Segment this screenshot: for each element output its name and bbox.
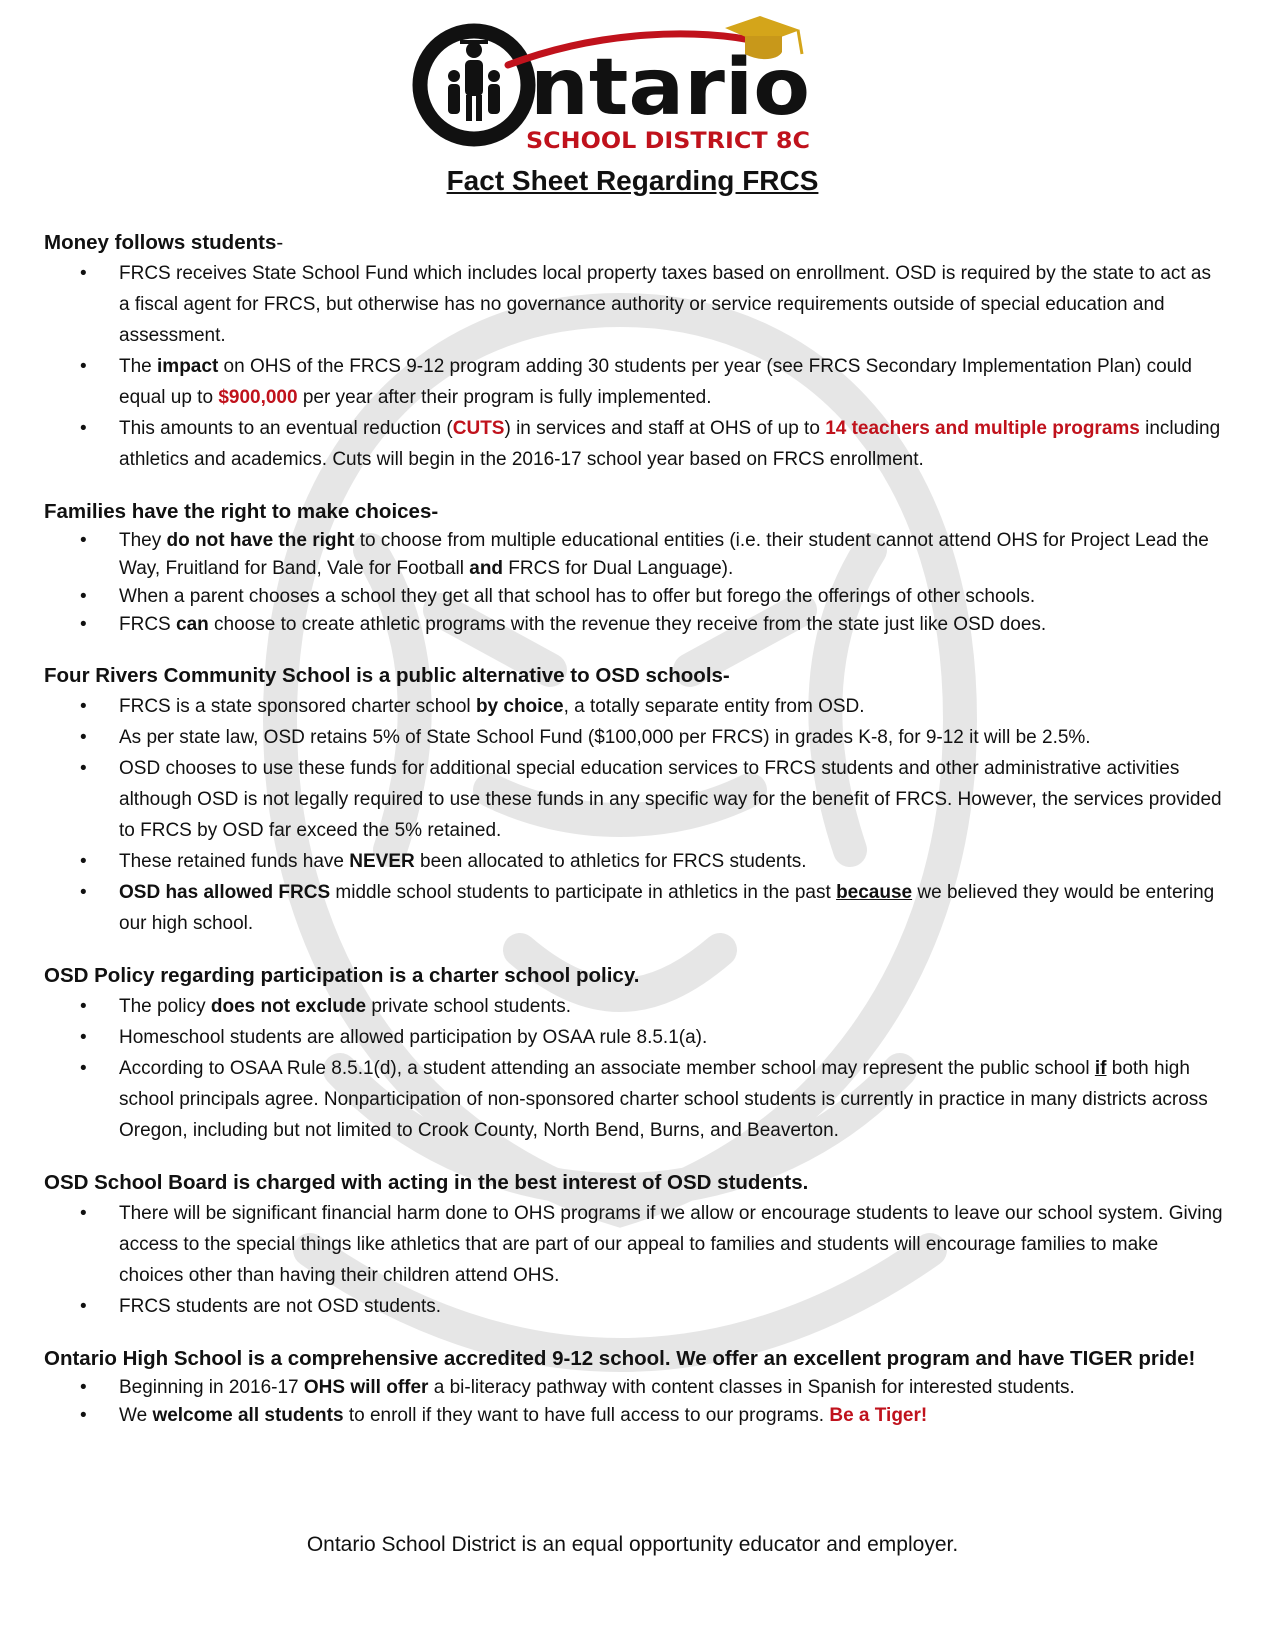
bullet-item: • According to OSAA Rule 8.5.1(d), a student attending an associate member school may represent the public school if both high school principals agree. Nonparticipation of non-sponsored charter school students is currently in practice in many districts across Oregon, including but not limited to Crook County, North Bend, Burns, and Beaverton. [44, 1053, 1224, 1146]
section-heading: OSD School Board is charged with acting in the best interest of OSD students. [44, 1171, 809, 1194]
section-osd-policy [44, 961, 1224, 1146]
bullet-item: • FRCS students are not OSD students. [44, 1291, 1224, 1322]
section-ontario-high-school [44, 1344, 1224, 1430]
ontario-school-district-logo [410, 10, 860, 160]
bullet-item: • There will be significant financial harm done to OHS programs if we allow or encourage students to leave our school system. Giving access to the special things like athletics that are part of our appeal to families and students will encourage families to make choices other than having their children attend OHS. [44, 1198, 1224, 1291]
logo-wordmark: ntario [530, 43, 810, 133]
bullet-item: • They do not have the right to choose from multiple educational entities (i.e. their student cannot attend OHS for Project Lead the Way, Fruitland for Band, Vale for Football and FRCS for Dual Language). [44, 527, 1224, 583]
bullet-item: • These retained funds have NEVER been allocated to athletics for FRCS students. [44, 846, 1224, 877]
section-school-board [44, 1168, 1224, 1322]
section-heading: Families have the right to make choices- [44, 500, 439, 523]
bullet-item: • OSD has allowed FRCS middle school students to participate in athletics in the past because we believed they would be entering our high school. [44, 877, 1224, 939]
bullet-item: • The policy does not exclude private school students. [44, 991, 1224, 1022]
logo-subtitle: SCHOOL DISTRICT 8C [526, 129, 810, 154]
equal-opportunity-footer: Ontario School District is an equal opportunity educator and employer. [306, 1533, 959, 1556]
bullet-item: • FRCS receives State School Fund which includes local property taxes based on enrollment. OSD is required by the state to act as a fiscal agent for FRCS, but otherwise has no governance authority or service requirements outside of special education and assessment. [44, 258, 1224, 351]
section-heading: Four Rivers Community School is a public alternative to OSD schools- [44, 664, 730, 687]
fact-sheet-body [44, 228, 1224, 1452]
bullet-item: • OSD chooses to use these funds for additional special education services to FRCS students and other administrative activities although OSD is not legally required to use these funds in any specific way for the benefit of FRCS. However, the services provided to FRCS by OSD far exceed the 5% retained. [44, 753, 1224, 846]
page-title: Fact Sheet Regarding FRCS [446, 165, 819, 196]
bullet-item: • Homeschool students are allowed participation by OSAA rule 8.5.1(a). [44, 1022, 1224, 1053]
bullet-item: • FRCS is a state sponsored charter school by choice, a totally separate entity from OSD. [44, 691, 1224, 722]
bullet-item: • We welcome all students to enroll if they want to have full access to our programs. Be a Tiger! [44, 1402, 1224, 1430]
section-families-choices [44, 497, 1224, 639]
section-heading: Money follows students- [44, 231, 284, 254]
bullet-item: • Beginning in 2016-17 OHS will offer a bi-literacy pathway with content classes in Spanish for interested students. [44, 1374, 1224, 1402]
bullet-item: • As per state law, OSD retains 5% of State School Fund ($100,000 per FRCS) in grades K-8, for 9-12 it will be 2.5%. [44, 722, 1224, 753]
family-figure-icon [448, 40, 500, 121]
section-four-rivers-alternative [44, 661, 1224, 939]
section-heading: Ontario High School is a comprehensive accredited 9-12 school. We offer an excellent program and have TIGER pride! [44, 1347, 1196, 1370]
bullet-item: • When a parent chooses a school they get all that school has to offer but forego the offerings of other schools. [44, 583, 1224, 611]
section-heading: OSD Policy regarding participation is a charter school policy. [44, 964, 640, 987]
bullet-item: • This amounts to an eventual reduction (CUTS) in services and staff at OHS of up to 14 teachers and multiple programs including athletics and academics. Cuts will begin in the 2016-17 school year based on FRCS enrollment. [44, 413, 1224, 475]
section-money-follows-students [44, 228, 1224, 475]
bullet-item: • The impact on OHS of the FRCS 9-12 program adding 30 students per year (see FRCS Secondary Implementation Plan) could equal up to $900,000 per year after their program is fully implemented. [44, 351, 1224, 413]
bullet-item: • FRCS can choose to create athletic programs with the revenue they receive from the state just like OSD does. [44, 611, 1224, 639]
